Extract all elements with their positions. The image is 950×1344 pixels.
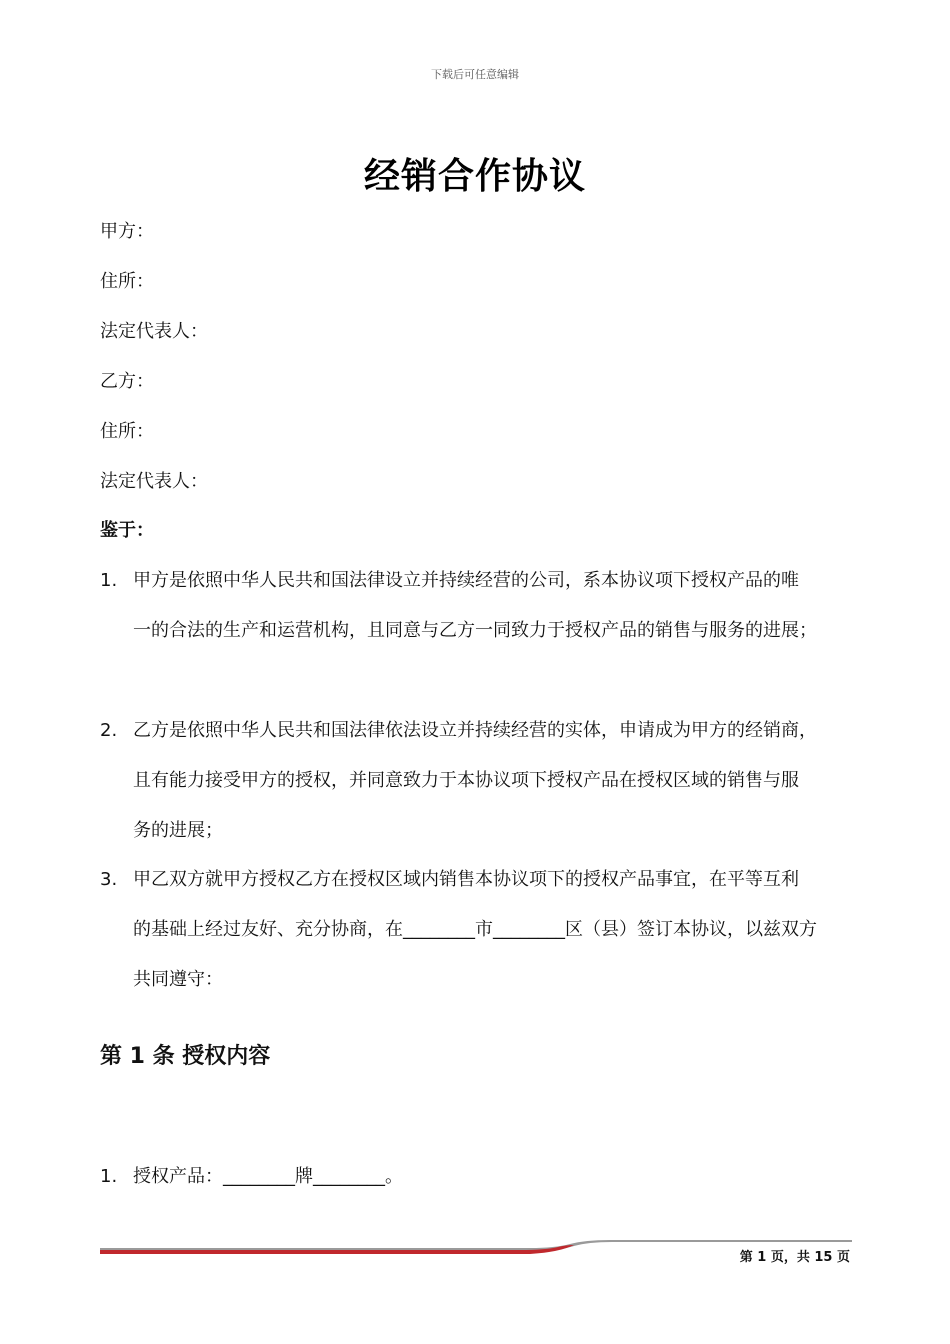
party-line-a: 甲方： (100, 221, 154, 242)
recital-number: 3. (100, 869, 118, 890)
party-line-a-address: 住所： (100, 271, 154, 292)
recital-line: 甲方是依照中华人民共和国法律设立并持续经营的公司，系本协议项下授权产品的唯 (133, 570, 799, 591)
party-line-b-representative: 法定代表人： (100, 471, 208, 492)
recital-line: 共同遵守： (133, 969, 223, 990)
recital-number: 1. (100, 570, 118, 591)
recital-line: 乙方是依照中华人民共和国法律依法设立并持续经营的实体，申请成为甲方的经销商， (133, 720, 817, 741)
party-line-b: 乙方： (100, 371, 154, 392)
recital-line: 务的进展； (133, 820, 223, 841)
whereas-label: 鉴于： (100, 520, 154, 541)
section-heading: 第 1 条 授权内容 (100, 1044, 271, 1069)
party-line-b-address: 住所： (100, 421, 154, 442)
recital-number: 2. (100, 720, 118, 741)
recital-line: 甲乙双方就甲方授权乙方在授权区域内销售本协议项下的授权产品事宜，在平等互利 (133, 869, 799, 890)
header-note: 下载后可任意编辑 (431, 68, 519, 81)
section-item-line: 授权产品：________牌________。 (133, 1166, 403, 1187)
recital-line: 一的合法的生产和运营机构，且同意与乙方一同致力于授权产品的销售与服务的进展； (133, 620, 817, 641)
recital-line: 的基础上经过友好、充分协商，在________市________区（县）签订本协议，以兹双方 (133, 919, 817, 940)
page-number: 第 1 页，共 15 页 (739, 1250, 850, 1265)
section-item-number: 1. (100, 1166, 118, 1187)
party-line-a-representative: 法定代表人： (100, 321, 208, 342)
recital-line: 且有能力接受甲方的授权，并同意致力于本协议项下授权产品在授权区域的销售与服 (133, 770, 799, 791)
document-title: 经销合作协议 (363, 156, 586, 197)
